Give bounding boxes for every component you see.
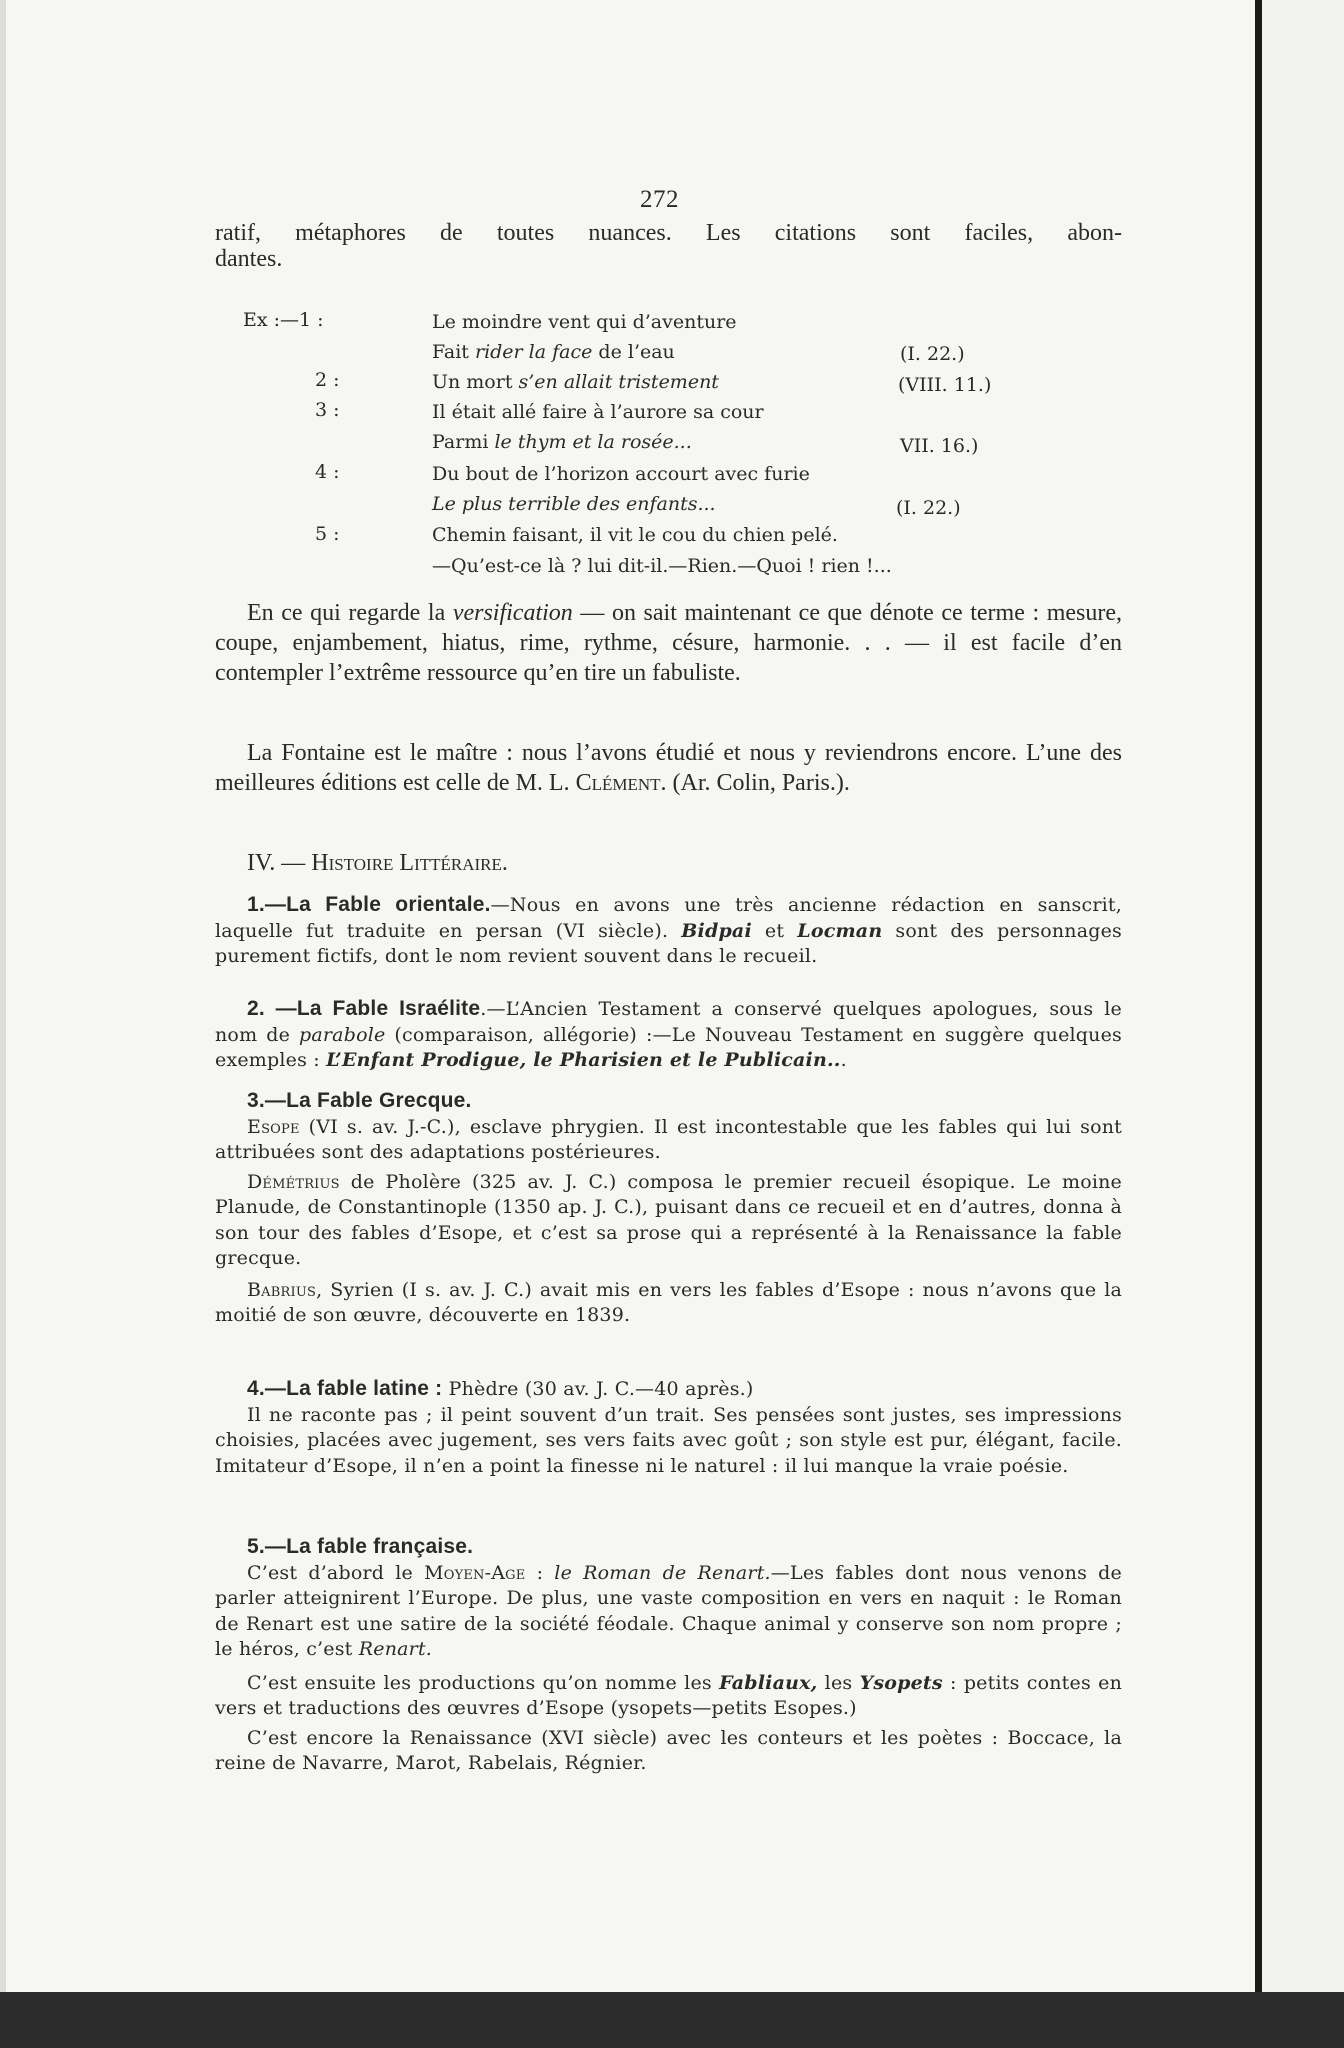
example-label-1: Ex :—1 : [243, 309, 324, 331]
example-4-ref: (I. 22.) [896, 497, 961, 519]
example-label-2: 2 : [315, 369, 340, 391]
fable-grecque-heading-line [215, 1088, 1122, 1115]
section-heading: IV. — Histoire Littéraire. [247, 850, 508, 876]
fable-latine-text: Il ne raconte pas ; il peint souvent d’un trait. Ses pensées sont justes, ses impressions choisies, placées avec jugement, ses vers faits avec goût ; son style est pur, élégant, facile. Imitateur d’Esope, il n’en a point la finesse ni le naturel : il lui manque la vraie poésie. [215, 1403, 1122, 1477]
example-2-line: Un mort s’en allait tristement [432, 371, 719, 393]
intro-line-2: dantes. [215, 246, 283, 272]
example-label-3: 3 : [315, 399, 340, 421]
page-edge [0, 0, 6, 1992]
example-3-line-a: Il était allé faire à l’aurore sa cour [432, 401, 764, 423]
versification-paragraph [215, 598, 1122, 688]
fable-israelite [215, 996, 1122, 1074]
example-label-5: 5 : [315, 523, 340, 545]
esope-paragraph: Esope (VI s. av. J.-C.), esclave phrygien. Il est incontestable que les fables qui lui sont attribuées sont des adaptations postérieures. [215, 1115, 1122, 1163]
intro-line-1: ratif, métaphores de toutes nuances. Les citations sont faciles, abon- [215, 220, 1122, 246]
example-5-line-b: —Qu’est-ce là ? lui dit-il.—Rien.—Quoi ! rien !... [432, 555, 892, 577]
page-number: 272 [640, 186, 679, 213]
example-2-ref: (VIII. 11.) [898, 374, 992, 396]
fable-orientale-text: 1.—La Fable orientale.—Nous en avons une très ancienne rédaction en sanscrit, laquelle fut traduite en persan (VI siècle). Bidpai et Locman sont des personnages purement fictifs, dont le nom revient souvent dans le recueil. [215, 893, 1123, 967]
example-1-line-b: Fait rider la face de l’eau [432, 341, 675, 363]
fable-orientale-heading: 1.—La Fable orientale. [247, 893, 491, 916]
fable-grecque-heading: 3.—La Fable Grecque. [247, 1089, 472, 1112]
fable-israelite-heading: 2. —La Fable Israélite [247, 997, 481, 1020]
example-1-ref: (I. 22.) [900, 343, 965, 365]
example-4-line-b: Le plus terrible des enfants... [432, 493, 716, 515]
example-3-line-b: Parmi le thym et la rosée... [432, 431, 692, 453]
example-label-4: 4 : [315, 461, 340, 483]
fable-francaise [215, 1534, 1122, 1777]
scan-bottom-band [0, 1992, 1344, 2048]
renaissance-paragraph: C’est encore la Renaissance (XVI siècle) avec les conteurs et les poètes : Boccace, la reine de Navarre, Marot, Rabelais, Régnier. [215, 1726, 1122, 1774]
book-page-right [1262, 0, 1344, 1992]
lafontaine-text: La Fontaine est le maître : nous l’avons étudié et nous y reviendrons encore. L’une des meilleures éditions est celle de M. L. Clément. (Ar. Colin, Paris.). [215, 740, 1122, 796]
example-3-ref: VII. 16.) [900, 435, 979, 457]
example-5-line-a: Chemin faisant, il vit le cou du chien pelé. [432, 524, 838, 546]
moyen-age-paragraph: C’est d’abord le Moyen-Age : le Roman de Renart.—Les fables dont nous venons de parler atteignirent l’Europe. De plus, une vaste composition en vers en naquit : le Roman de Renart est une satire de la société féodale. Chaque animal y conserve son nom propre ; le héros, c’est Renart. [215, 1561, 1122, 1660]
fable-orientale [215, 892, 1122, 970]
intro-paragraph [215, 218, 1122, 274]
lafontaine-paragraph [215, 738, 1122, 798]
fable-israelite-text: 2. —La Fable Israélite.—L’Ancien Testament a conservé quelques apologues, sous le nom de parabole (comparaison, allégorie) :—Le Nouveau Testament en suggère quelques exemples : L’Enfant Prodigue, le Pharisien et le Publicain... [215, 997, 1122, 1071]
example-4-line-a: Du bout de l’horizon accourt avec furie [432, 463, 810, 485]
example-1-line-a: Le moindre vent qui d’aventure [432, 311, 737, 333]
fabliaux-paragraph: C’est ensuite les productions qu’on nomme les Fabliaux, les Ysopets : petits contes en vers et traductions des œuvres d’Esope (ysopets—petits Esopes.) [215, 1671, 1122, 1719]
babrius-paragraph: Babrius, Syrien (I s. av. J. C.) avait mis en vers les fables d’Esope : nous n’avons que la moitié de son œuvre, découverte en 1839. [215, 1278, 1122, 1326]
versification-text: En ce qui regarde la versification — on sait maintenant ce que dénote ce terme : mesure, coupe, enjambement, hiatus, rime, rythme, césure, harmonie. . . — il est facile d’en contempler l’extrême ressource qu’en tire un fabuliste. [215, 600, 1122, 686]
fable-latine-heading: 4.—La fable latine : [247, 1377, 443, 1400]
fable-grecque [215, 1088, 1122, 1329]
fable-francaise-heading: 5.—La fable française. [247, 1535, 474, 1558]
demetrius-paragraph: Démétrius de Pholère (325 av. J. C.) composa le premier recueil ésopique. Le moine Planude, de Constantinople (1350 ap. J. C.), puisant dans ce recueil et en d’autres, donna à son tour des fables d’Esope, et c’est sa prose qui a représenté à la Renaissance la fable grecque. [215, 1170, 1122, 1269]
fable-latine-heading-line: 4.—La fable latine : Phèdre (30 av. J. C.—40 après.) [247, 1377, 754, 1400]
fable-francaise-heading-line [215, 1534, 1122, 1561]
fable-latine [215, 1376, 1122, 1479]
